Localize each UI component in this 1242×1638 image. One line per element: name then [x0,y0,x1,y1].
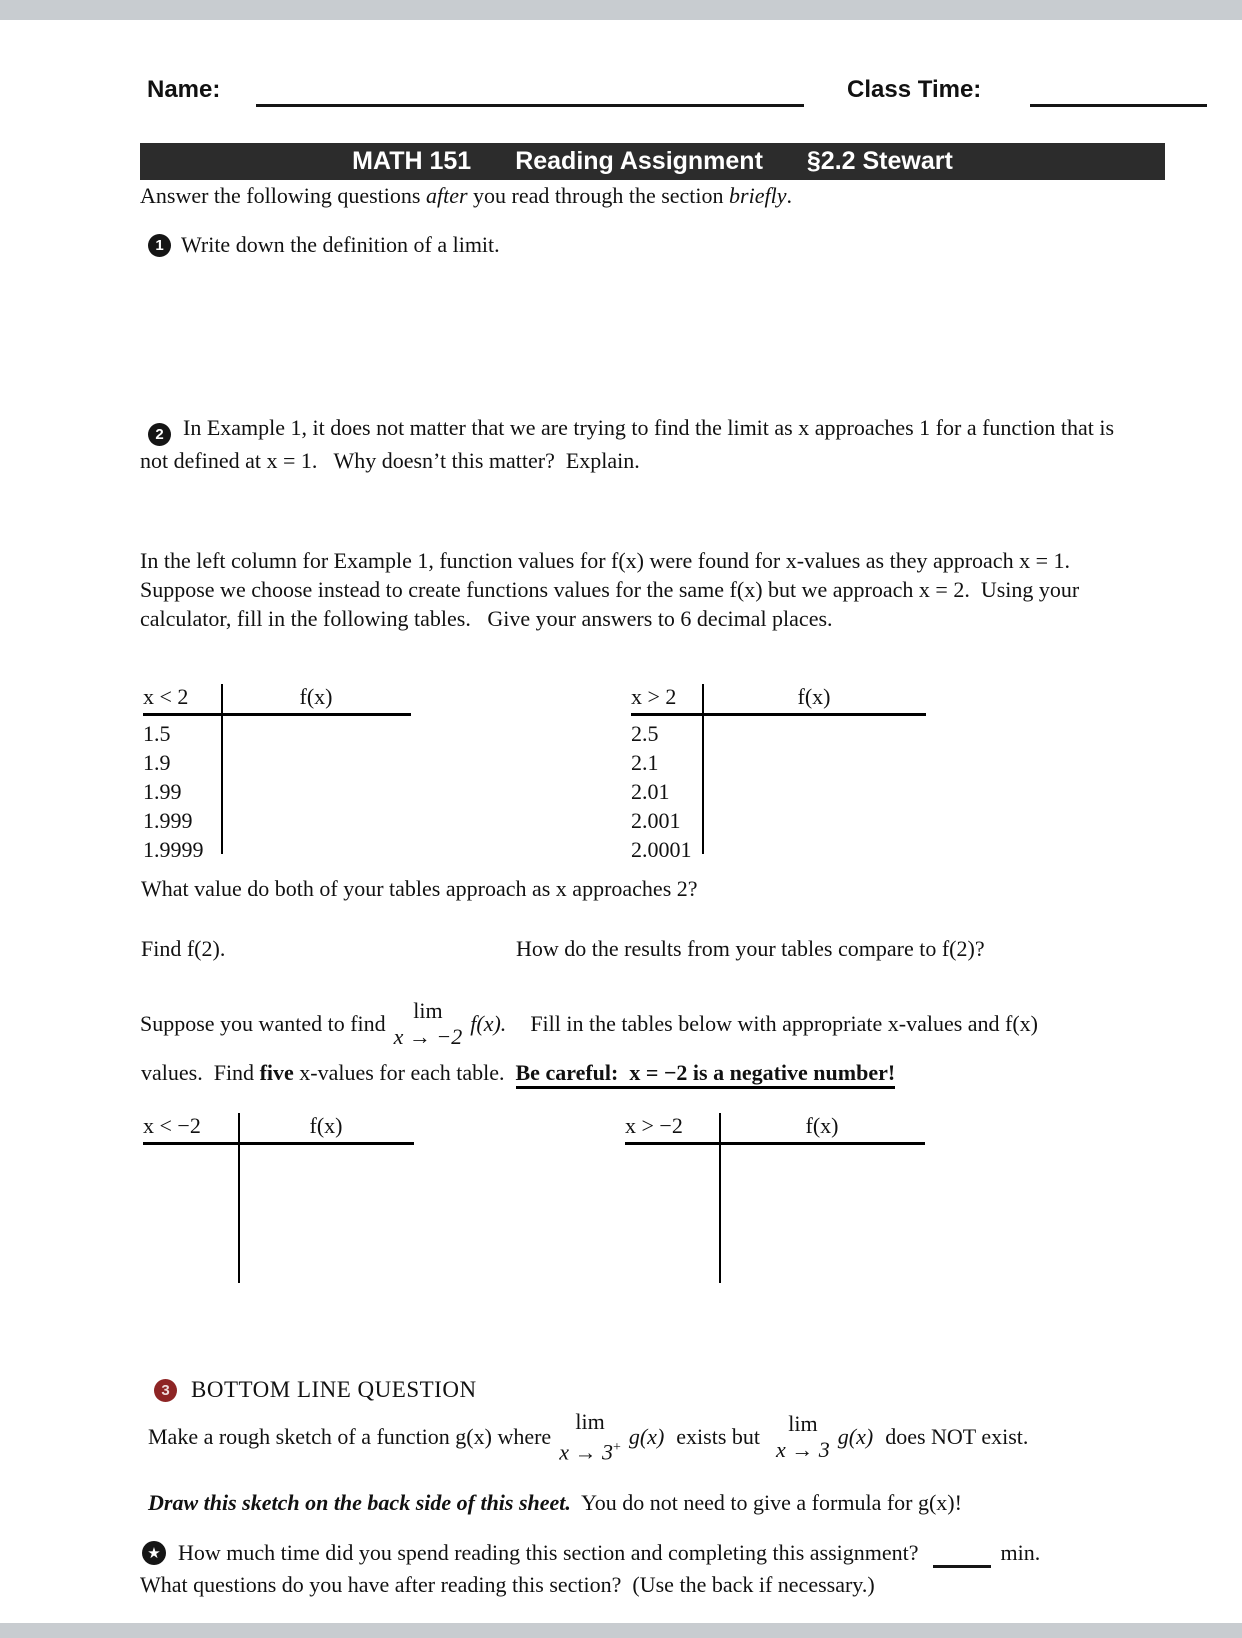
table-divider-line [719,1113,721,1283]
intro-line [140,183,792,209]
table-rows [631,716,926,866]
find-f2-prompt: Find f(2). [141,936,226,961]
viewer-top-band [0,0,1242,20]
suppose-post-text: Fill in the tables below with appropriate x-values and f(x) [530,1011,1039,1036]
sketch-pre-text: Make a rough sketch of a function g(x) where [148,1424,552,1449]
table-x-header: x < 2 [143,684,189,709]
values-text: x-values for each table. [293,1060,516,1085]
suppose-pre-text: Suppose you wanted to find [140,1011,386,1036]
table-divider-line [238,1113,240,1283]
table-x-less-neg2 [143,1113,414,1145]
question-3-title-row [154,1377,477,1403]
textbook-section: §2.2 Stewart [806,147,953,175]
intro-italic-briefly: briefly [729,183,787,208]
table-header [631,684,926,716]
intro-italic-after: after [425,183,468,208]
bottom-line-question-title: BOTTOM LINE QUESTION [191,1377,477,1402]
star-bullet-icon: ★ [142,1541,166,1565]
intro-text: you read through the section [467,183,730,208]
table-row: 1.5 [143,721,171,746]
table-divider-line [221,684,223,854]
tables-intro-paragraph: In the left column for Example 1, function values for f(x) were found for x-values as they approach x = 1. Suppose we choose instead to create functions values for the same f(x) but we approach x = 2. Using your calculator, fill in the following tables. Give your answers to 6 decimal places. [140,548,1085,631]
five-bold: five [259,1060,294,1085]
lim-subscript [559,1435,621,1465]
table-row: 1.999 [143,808,193,833]
limit-expression-two-sided [776,1411,830,1463]
table-x-header: x > 2 [631,684,677,709]
table-header [143,1113,414,1145]
table-row: 1.99 [143,779,182,804]
table-x-less-2 [143,684,411,866]
table-row: 2.0001 [631,837,692,862]
question-2-number-icon: 2 [148,423,171,446]
limit-expression-right [559,1409,621,1465]
viewer-bottom-band [0,1623,1242,1638]
class-time-blank-line [1030,78,1207,107]
values-text: values. Find [141,1060,260,1085]
table-header [625,1113,925,1145]
intro-text: . [786,183,792,208]
table-row: 2.001 [631,808,681,833]
lim-word: lim [788,1411,818,1436]
question-1-text: Write down the definition of a limit. [181,232,500,257]
sketch-post-text: does NOT exist. [885,1424,1029,1449]
table-header [143,684,411,716]
draw-sketch-bold: Draw this sketch on the back side of this sheet. [148,1490,571,1515]
questions-after-reading-line: What questions do you have after reading this section? (Use the back if necessary.) [140,1572,875,1597]
table-fx-header: f(x) [797,684,831,709]
class-time-label: Class Time: [847,76,982,103]
table-fx-header: f(x) [299,684,333,709]
gx-term: g(x) [628,1424,665,1449]
table-x-greater-2 [631,684,926,866]
question-3-number-icon: 3 [154,1379,177,1402]
sketch-instruction-line [148,1404,1028,1470]
assignment-type: Reading Assignment [515,147,763,175]
question-2-text: In Example 1, it does not matter that we are trying to find the limit as x approaches 1 for a function that is not defined at x = 1. Why doesn’t this matter? Explain. [140,415,1120,473]
question-2 [140,413,1140,475]
table-rows [143,716,411,866]
values-instruction-line [141,1060,895,1086]
table-x-greater-neg2 [625,1113,925,1145]
intro-text: Answer the following questions [140,183,426,208]
limit-expression [394,998,463,1050]
table-row: 2.1 [631,750,659,775]
table-x-header: x > −2 [625,1113,683,1138]
course-code: MATH 151 [352,147,472,175]
gx-term: g(x) [837,1424,874,1449]
approach-question: What value do both of your tables approach as x approaches 2? [141,876,698,901]
minutes-blank-line [933,1545,991,1568]
lim-word: lim [413,998,443,1023]
minutes-label: min. [1000,1540,1041,1565]
lim-word: lim [575,1408,605,1434]
time-spent-row [142,1540,1040,1566]
compare-question: How do the results from your tables compare to f(2)? [516,936,985,961]
table-row: 1.9999 [143,837,204,862]
table-x-header: x < −2 [143,1113,201,1138]
table-row: 1.9 [143,750,171,775]
fx-term: f(x). [470,1011,507,1036]
sketch-mid-text: exists but [676,1424,761,1449]
title-banner [140,143,1165,180]
plus-superscript: + [612,1439,621,1455]
table-divider-line [702,684,704,854]
draw-sketch-line [148,1490,962,1516]
be-careful-warning: Be careful: x = −2 is a negative number! [516,1060,896,1089]
suppose-limit-line [140,992,1038,1056]
name-blank-line [256,78,804,107]
table-fx-header: f(x) [805,1113,839,1138]
lim-subscript: x → −2 [393,1024,463,1049]
time-spent-question: How much time did you spend reading this section and completing this assignment? [178,1540,919,1565]
name-label: Name: [147,76,221,103]
table-row: 2.01 [631,779,670,804]
question-1-number-icon: 1 [148,234,171,257]
table-row: 2.5 [631,721,659,746]
draw-sketch-rest: You do not need to give a formula for g(x)! [570,1490,962,1515]
lim-subscript-text: x → 3 [559,1439,613,1465]
lim-subscript: x → 3 [776,1437,830,1462]
table-fx-header: f(x) [309,1113,343,1138]
question-1 [148,232,500,258]
